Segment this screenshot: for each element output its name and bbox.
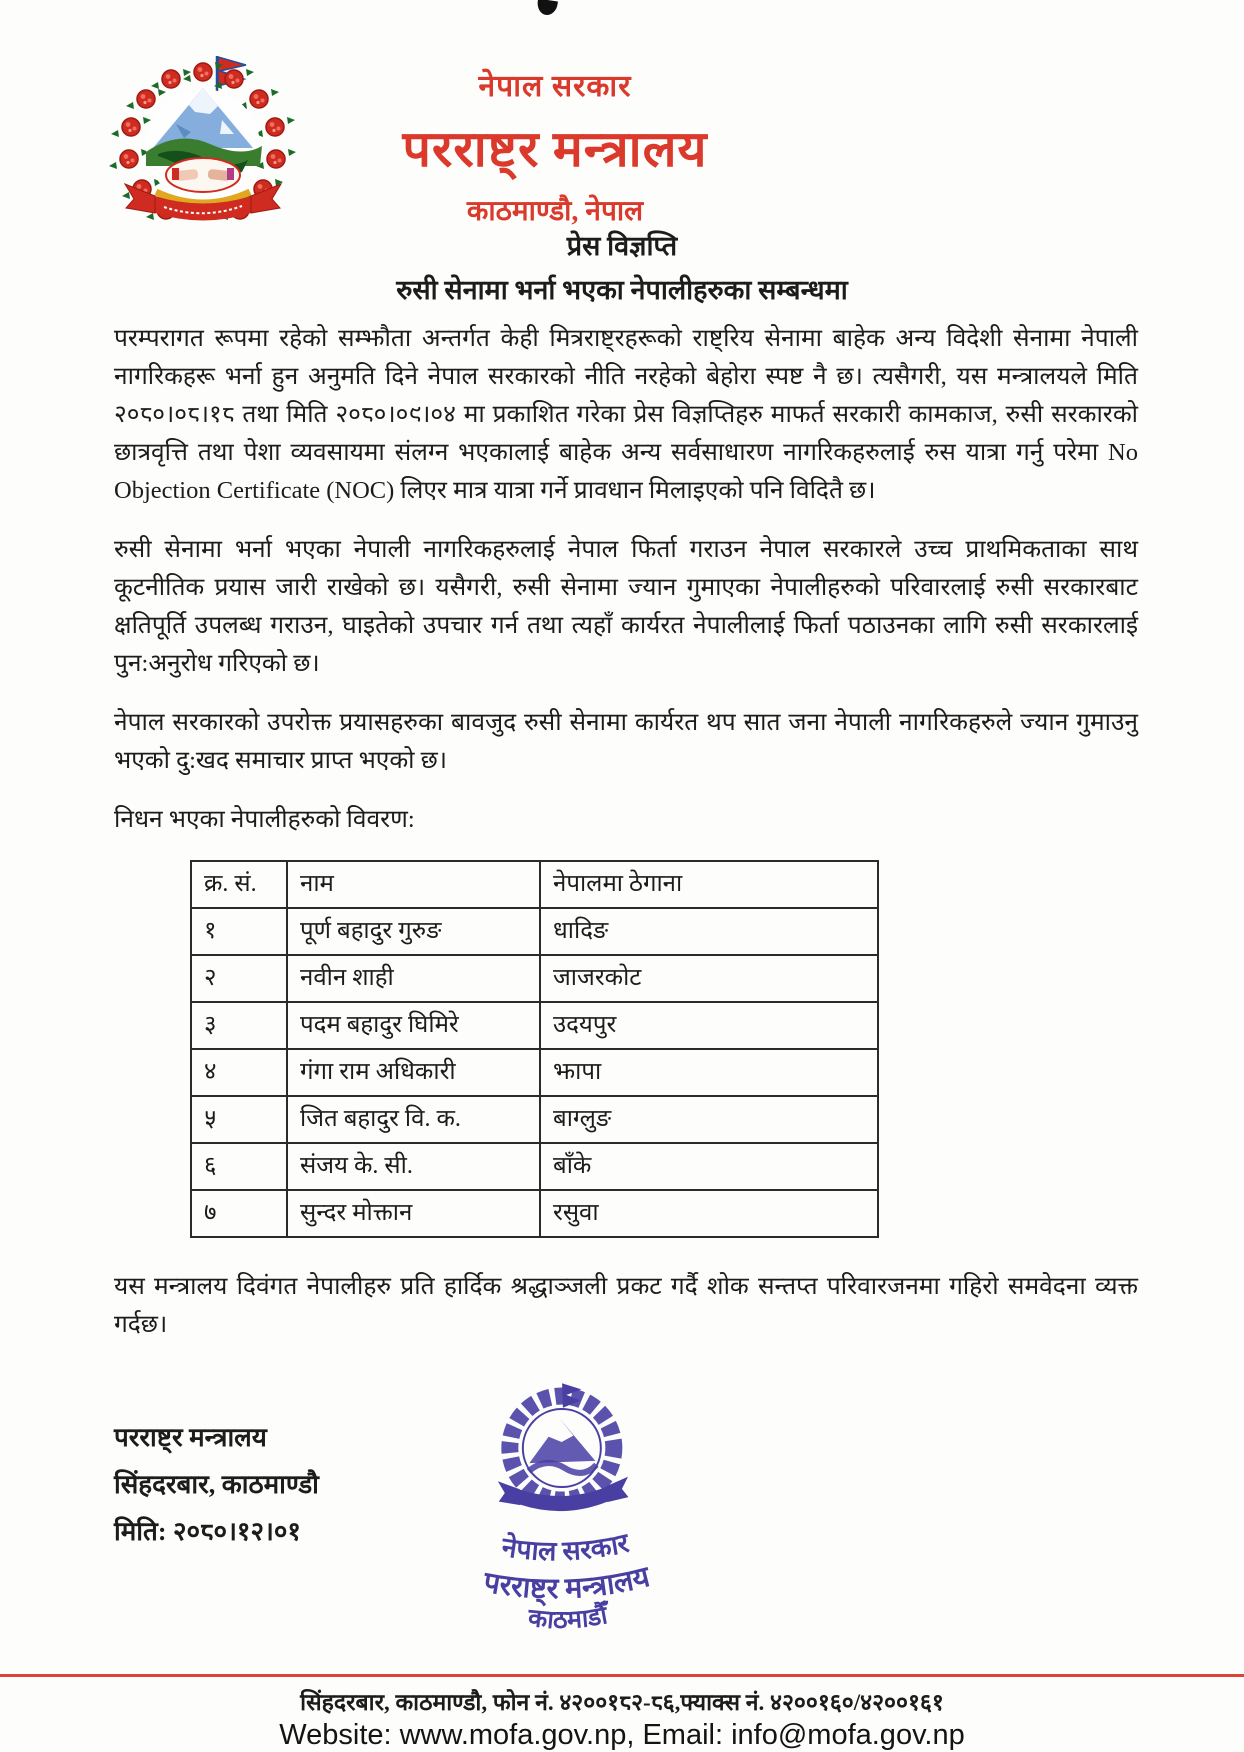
body-paragraph-2: रुसी सेनामा भर्ना भएका नेपाली नागरिकहरुलाई नेपाल फिर्ता गराउन नेपाल सरकारले उच्च प्राथमिकताका साथ कूटनीतिक प्रयास जारी राखेको छ। यसैगरी, रुसी सेनामा ज्यान गुमाएका नेपालीहरुको परिवारलाई रुसी सरकारबाट क्षतिपूर्ति उपलब्ध गराउन, घाइतेको उपचार गर्न तथा त्यहाँ कार्यरत नेपालीलाई फिर्ता पठाउनका लागि रुसी सरकारलाई पुन:अनुरोध गरिएको छ। bbox=[114, 536, 1138, 677]
table-cell-address: रसुवा bbox=[540, 1190, 878, 1237]
table-cell-sn: २ bbox=[191, 955, 287, 1002]
table-cell-address: जाजरकोट bbox=[540, 955, 878, 1002]
signature-date: मिति: २०८०।१२।०१ bbox=[114, 1517, 301, 1546]
table-row bbox=[191, 1049, 878, 1096]
svg-text:नेपाल सरकार bbox=[498, 1526, 633, 1568]
table-cell-name: जित बहादुर वि. क. bbox=[287, 1096, 540, 1143]
table-header-sn: क्र. सं. bbox=[191, 861, 287, 908]
svg-text:परराष्ट्र मन्त्रालय bbox=[479, 1560, 654, 1608]
body-paragraph-3: नेपाल सरकारको उपरोक्त प्रयासहरुका बावजुद रुसी सेनामा कार्यरत थप सात जना नेपाली नागरिकहरुले ज्यान गुमाउनु भएको दु:खद समाचार प्राप्त भएको छ। bbox=[114, 709, 1138, 774]
table-cell-sn: ५ bbox=[191, 1096, 287, 1143]
scan-artifact bbox=[536, 0, 558, 16]
page-footer bbox=[0, 1674, 1244, 1752]
signature-block bbox=[114, 1414, 319, 1555]
government-name: नेपाल सरकार bbox=[478, 70, 632, 103]
table-row bbox=[191, 1190, 878, 1237]
table-cell-name: सुन्दर मोक्तान bbox=[287, 1190, 540, 1237]
table-cell-name: संजय के. सी. bbox=[287, 1143, 540, 1190]
stamp-text-city: काठमाडौँ bbox=[526, 1602, 610, 1635]
table-cell-sn: १ bbox=[191, 908, 287, 955]
table-cell-name: पदम बहादुर घिमिरे bbox=[287, 1002, 540, 1049]
table-header-name: नाम bbox=[287, 861, 540, 908]
document-body bbox=[114, 320, 1138, 1365]
table-cell-sn: ६ bbox=[191, 1143, 287, 1190]
table-cell-name: पूर्ण बहादुर गुरुङ bbox=[287, 908, 540, 955]
table-row bbox=[191, 1096, 878, 1143]
stamp-text-government: नेपाल सरकार bbox=[499, 1527, 632, 1567]
ministry-name: परराष्ट्र मन्त्रालय bbox=[402, 121, 708, 177]
footer-website-line: Website: www.mofa.gov.np, Email: info@mofa.gov.np bbox=[279, 1719, 965, 1751]
table-cell-address: बाग्लुङ bbox=[540, 1096, 878, 1143]
table-cell-sn: ७ bbox=[191, 1190, 287, 1237]
table-cell-name: नवीन शाही bbox=[287, 955, 540, 1002]
deceased-persons-table bbox=[190, 860, 879, 1238]
table-row bbox=[191, 908, 878, 955]
footer-divider bbox=[0, 1674, 1244, 1677]
footer-contact-line: सिंहदरबार, काठमाण्डौ, फोन नं. ४२००१८२-८६,फ्याक्स नं. ४२००१६०/४२००१६१ bbox=[300, 1690, 944, 1715]
table-cell-address: बाँके bbox=[540, 1143, 878, 1190]
ministry-location: काठमाण्डौ, नेपाल bbox=[466, 196, 644, 227]
table-intro-label: निधन भएका नेपालीहरुको विवरण: bbox=[114, 806, 415, 833]
table-cell-sn: ४ bbox=[191, 1049, 287, 1096]
table-cell-address: झापा bbox=[540, 1049, 878, 1096]
signature-address: सिंहदरबार, काठमाण्डौ bbox=[114, 1470, 319, 1499]
table-cell-name: गंगा राम अधिकारी bbox=[287, 1049, 540, 1096]
table-row bbox=[191, 955, 878, 1002]
letterhead bbox=[0, 64, 1110, 229]
press-release-subtitle: रुसी सेनामा भर्ना भएका नेपालीहरुका सम्बन्धमा bbox=[396, 275, 848, 305]
body-paragraph-1: परम्परागत रूपमा रहेको सम्झौता अन्तर्गत केही मित्रराष्ट्रहरूको राष्ट्रिय सेनामा बाहेक अन्य विदेशी सेनामा नेपाली नागरिकहरू भर्ना हुन अनुमति दिने नेपाल सरकारको नीति नरहेको बेहोरा स्पष्ट नै छ। त्यसैगरी, यस मन्त्रालयले मिति २०८०।०८।१८ तथा मिति २०८०।०९।०४ मा प्रकाशित गरेका प्रेस विज्ञप्तिहरु माफर्त सरकारी कामकाज, रुसी सरकारको छात्रवृत्ति तथा पेशा व्यवसायमा संलग्न भएकालाई बाहेक अन्य सर्वसाधारण नागरिकहरुलाई रुस यात्रा गर्नु परेमा No Objection Certificate (NOC) लिएर मात्र यात्रा गर्ने प्रावधान मिलाइएको पनि विदितै छ। bbox=[114, 325, 1138, 504]
table-cell-address: धादिङ bbox=[540, 908, 878, 955]
table-cell-address: उदयपुर bbox=[540, 1002, 878, 1049]
table-cell-sn: ३ bbox=[191, 1002, 287, 1049]
ministry-seal-stamp bbox=[423, 1371, 704, 1648]
closing-paragraph: यस मन्त्रालय दिवंगत नेपालीहरु प्रति हार्दिक श्रद्धाञ्जली प्रकट गर्दै शोक सन्तप्त परिवारजनमा गहिरो समवेदना व्यक्त गर्दछ। bbox=[114, 1273, 1138, 1338]
signature-ministry: परराष्ट्र मन्त्रालय bbox=[114, 1423, 267, 1452]
table-row bbox=[191, 1002, 878, 1049]
table-header-address: नेपालमा ठेगाना bbox=[540, 861, 878, 908]
stamp-text-ministry: परराष्ट्र मन्त्रालय bbox=[481, 1560, 653, 1606]
table-header-row bbox=[191, 861, 878, 908]
press-release-title: प्रेस विज्ञप्ति bbox=[566, 231, 678, 261]
table-row bbox=[191, 1143, 878, 1190]
